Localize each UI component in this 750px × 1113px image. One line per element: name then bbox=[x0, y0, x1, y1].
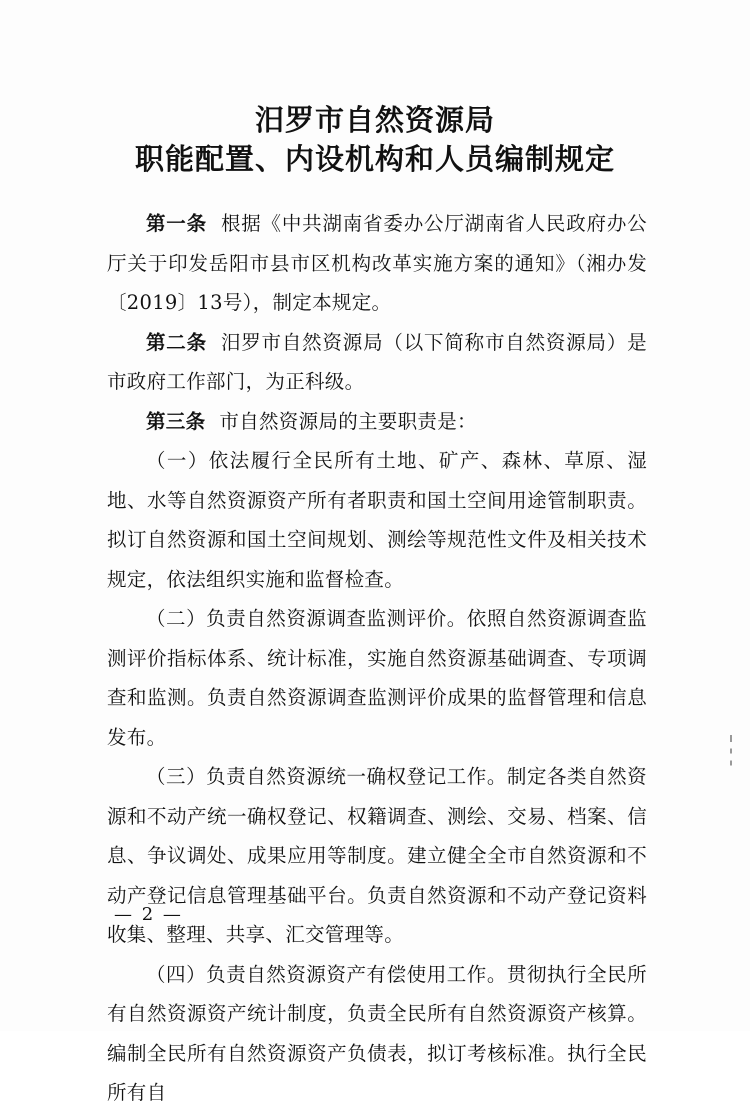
document-title-line2: 职能配置、内设机构和人员编制规定 bbox=[134, 142, 615, 176]
article-1-text: 根据《中共湖南省委办公厅湖南省人民政府办公厅关于印发岳阳市县市区机构改革实施方案的通知》（湘办发〔2019〕13号），制定本规定。 bbox=[107, 212, 647, 314]
page-number: — 2 — bbox=[114, 904, 183, 925]
article-3-text: 市自然资源局的主要职责是： bbox=[219, 409, 477, 433]
document-title-line1: 汨罗市自然资源局 bbox=[254, 103, 495, 137]
binding-mark bbox=[730, 735, 732, 769]
article-2-label: 第二条 bbox=[146, 330, 207, 354]
duty-3-paragraph: （三）负责自然资源统一确权登记工作。制定各类自然资源和不动产统一确权登记、权籍调查、测绘、交易、档案、信息、争议调处、成果应用等制度。建立健全全市自然资源和不动产登记信息管理基础平台。负责自然资源和不动产登记资料收集、整理、共享、汇交管理等。 bbox=[107, 765, 647, 946]
article-2-text: 汨罗市自然资源局（以下简称市自然资源局）是市政府工作部门，为正科级。 bbox=[107, 330, 647, 393]
article-1-label: 第一条 bbox=[146, 212, 207, 235]
duty-4-paragraph: （四）负责自然资源资产有偿使用工作。贯彻执行全民所有自然资源资产统计制度，负责全民所有自然资源资产核算。编制全民所有自然资源资产负债表，拟订考核标准。执行全民所有自 bbox=[107, 962, 647, 1104]
duty-1-paragraph: （一）依法履行全民所有土地、矿产、森林、草原、湿地、水等自然资源资产所有者职责和国土空间用途管制职责。拟订自然资源和国土空间规划、测绘等规范性文件及相关技术规定，依法组织实施和监督检查。 bbox=[107, 449, 647, 591]
article-2-paragraph bbox=[107, 323, 647, 402]
article-3-label: 第三条 bbox=[146, 409, 206, 433]
duty-2-paragraph: （二）负责自然资源调查监测评价。依照自然资源调查监测评价指标体系、统计标准，实施自然资源基础调查、专项调查和监测。负责自然资源调查监测评价成果的监督管理和信息发布。 bbox=[107, 607, 647, 749]
document-body bbox=[107, 204, 647, 1113]
article-1-paragraph bbox=[107, 204, 647, 323]
article-3-paragraph bbox=[107, 402, 647, 442]
